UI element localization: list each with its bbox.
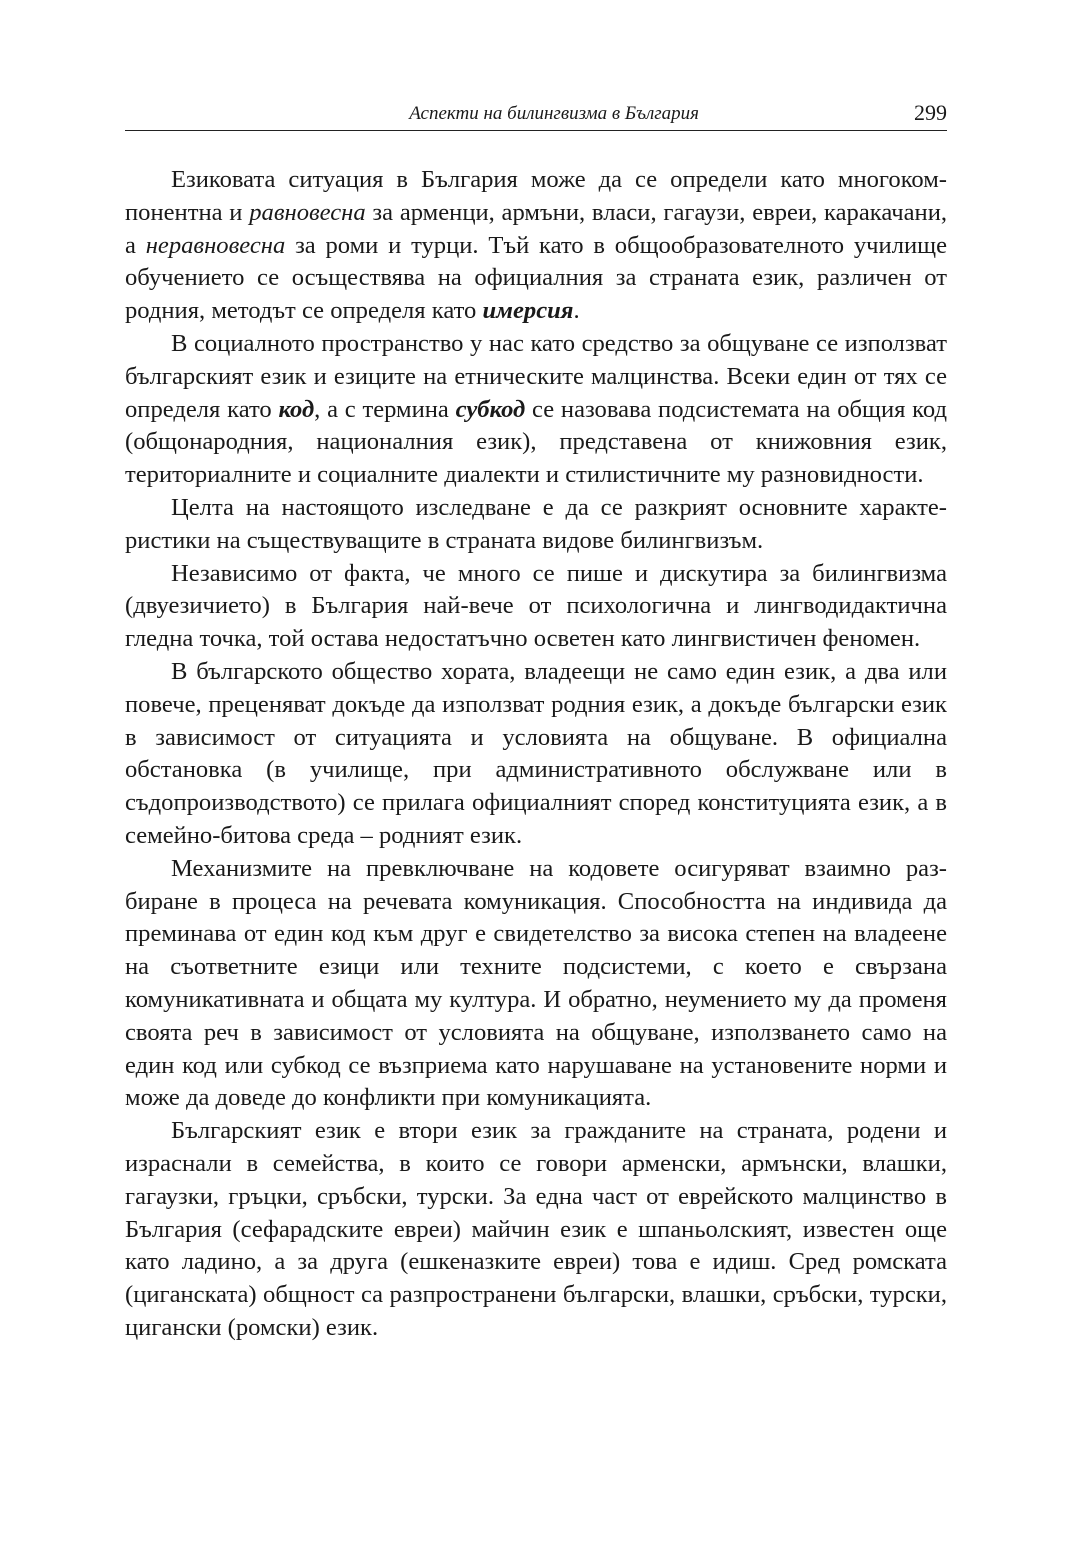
term-italic: неравновесна xyxy=(145,231,286,259)
term-italic: равновесна xyxy=(249,198,366,226)
paragraph-text: за арменци, армъни, власи, гагаузи, евреи, каракачани, а xyxy=(125,198,948,259)
paragraph-5: В българското общество хората, владеещи не само един език, а два или повече, преценяват докъде да използват родния език, а докъде български език в зависимост от ситуацията и условията на общуване. В официална обстановка (в училище, при административното обслужване или в съдопроизводството) се прилага официалният според конституцията език, а в семейно-битова среда – родният език. xyxy=(125,657,947,849)
paragraph-text: се назовава подсистемата на общия код (общонародния, националния език), представена от книжовния език, териториалните и социалните диалекти и стилистичните му разновидности. xyxy=(125,395,947,489)
term-bold-italic: субкод xyxy=(455,395,526,423)
paragraph-7: Българският език е втори език за гражданите на страната, родени и израснали в семейства, в които се говори арменски, армънски, влашки, гагаузки, гръцки, сръбски, турски. За една част от еврейското малцинство в България (сефарадските евреи) майчин език е шпаньолският, известен още като ладино, а за друга (ешкеназките евреи) това е идиш. Сред ромската (циганската) общност са разпространени български, влашки, сръбски, турски, цигански (ромски) език. xyxy=(125,1117,947,1341)
paragraph-2 xyxy=(125,328,947,492)
paragraph-6: Механизмите на превключване на кодовете осигуряват взаимно разбиране в процеса на речевата комуникация. Способността на индивида да преминава от един код към друг е свидетелство за висока степен на владеене на съответните езици или техните подсистеми, с което е свързана комуникативната и общата му култура. И обратно, неумението му да променя своята реч в зависимост от условията на общуване, използването само на един код или субкод се възприема като нарушаване на установените норми и може да доведе до конфликти при комуникацията. xyxy=(125,854,947,1112)
paragraph-text: , а с термина xyxy=(314,395,456,423)
term-bold-italic: код xyxy=(278,395,315,423)
paragraph-text: . xyxy=(573,297,580,325)
page-number: 299 xyxy=(914,100,947,125)
term-bold-italic: имерсия xyxy=(482,297,574,325)
body-text xyxy=(125,164,947,1345)
paragraph-text: за роми и турци. Тъй като в общообразователното училище обучението се осъществява на официалния за страната език, различен от родния, методът се определя като xyxy=(125,231,947,325)
paragraph-text: Езиковата ситуация в България може да се определи като многокомпонентна и xyxy=(125,166,947,226)
paragraph-1 xyxy=(125,164,947,328)
book-page xyxy=(125,0,947,1550)
running-header xyxy=(125,98,947,131)
running-title: Аспекти на билингвизма в България xyxy=(409,103,699,124)
paragraph-text: В социалното пространство у нас като средство за общуване се използват българският език и езиците на етническите малцинства. Всеки един от тях се определя като xyxy=(125,329,947,423)
paragraph-4: Независимо от факта, че много се пише и дискутира за билингвизма (двуезичието) в България най-вече от психологична и лингводидактична гледна точка, той остава недостатъчно осветен като лингвистичен феномен. xyxy=(125,559,947,653)
paragraph-3: Целта на настоящото изследване е да се разкрият основните характеристики на съществуващите в страната видове билингвизъм. xyxy=(125,493,947,554)
